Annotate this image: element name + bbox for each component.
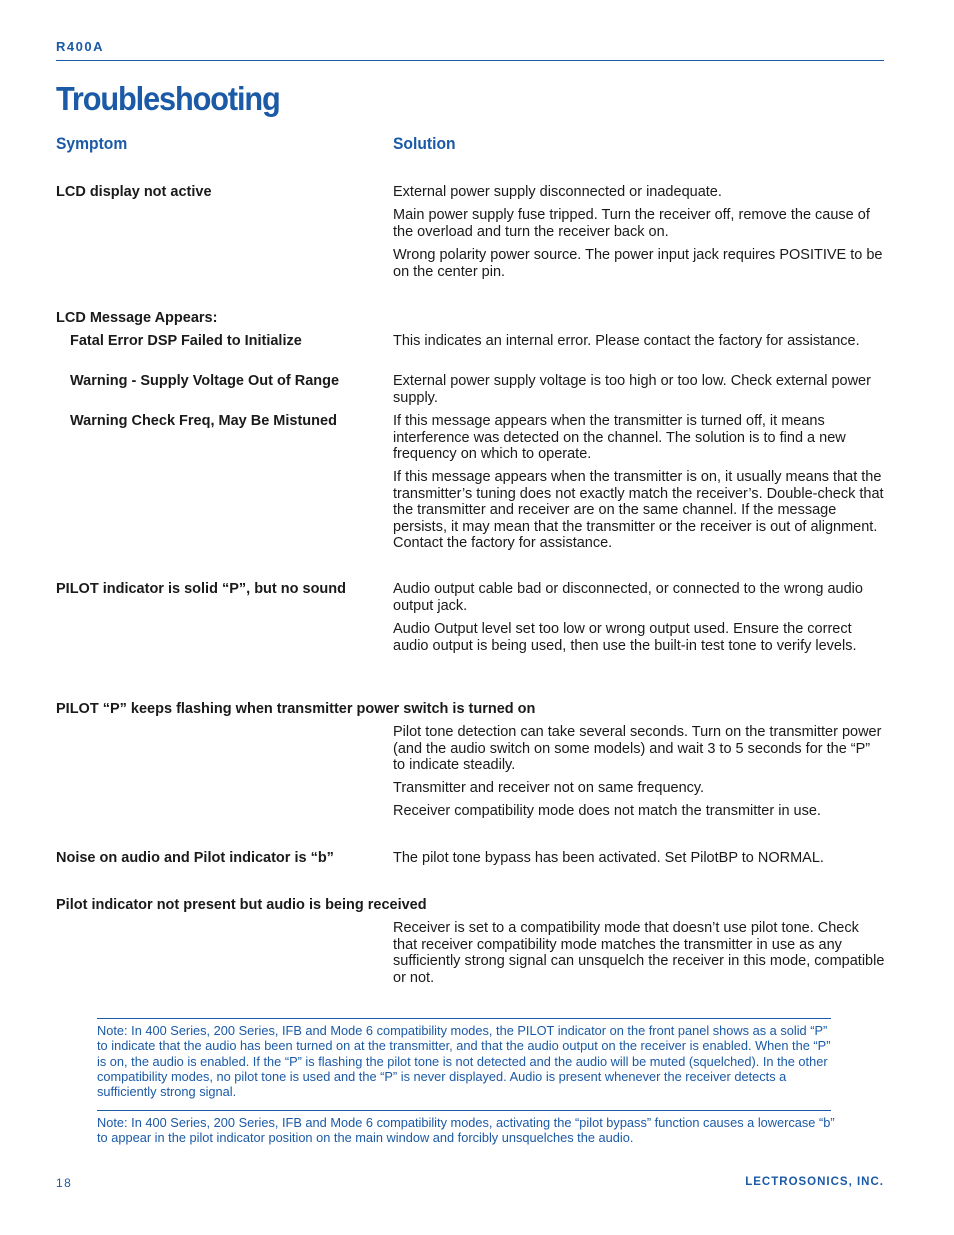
solution-text: Receiver compatibility mode does not match the transmitter in use.	[393, 803, 821, 819]
symptom-pilot-flashing: PILOT “P” keeps flashing when transmitter power switch is turned on	[56, 701, 536, 717]
solution-text: Transmitter and receiver not on same frequency.	[393, 780, 705, 796]
header-rule	[56, 60, 884, 61]
solution-text: Receiver is set to a compatibility mode that doesn’t use pilot tone. Check that receiver compatibility mode matches the transmitter in use as any sufficiently strong signal can unsquelch the receiver in this mode, compatible or not.	[393, 920, 885, 986]
symptom-lcd-message-heading: LCD Message Appears:	[56, 310, 218, 326]
solution-text: Main power supply fuse tripped. Turn the receiver off, remove the cause of the overload and turn the receiver back on.	[393, 207, 870, 240]
solution-text: The pilot tone bypass has been activated. Set PilotBP to NORMAL.	[393, 850, 824, 866]
solution-text: Audio output cable bad or disconnected, or connected to the wrong audio output jack.	[393, 581, 863, 614]
page-number: 18	[56, 1176, 73, 1190]
symptom-column-header: Symptom	[56, 134, 128, 153]
solution-column-header: Solution	[393, 134, 456, 153]
note-label: Note:	[97, 1023, 128, 1038]
symptom-supply-voltage: Warning - Supply Voltage Out of Range	[70, 373, 340, 389]
solution-text: Wrong polarity power source. The power input jack requires POSITIVE to be on the center pin.	[393, 247, 883, 280]
note-text: In 400 Series, 200 Series, IFB and Mode 6 compatibility modes, activating the “pilot bypass” function causes a lowercase “b” to appear in the pilot indicator position on the main window and forcibly unsquelches the audio.	[97, 1115, 835, 1146]
solution-text: If this message appears when the transmitter is on, it usually means that the transmitter’s tuning does not exactly match the receiver’s. Double-check that the transmitter and receiver are on the same channel. If the message persists, it may mean that the transmitter or the receiver is out of alignment. Contact the factory for assistance.	[393, 469, 884, 552]
symptom-pilot-solid-no-sound: PILOT indicator is solid “P”, but no sound	[56, 581, 346, 597]
note-rule	[97, 1018, 831, 1019]
symptom-check-freq: Warning Check Freq, May Be Mistuned	[70, 413, 337, 429]
page-title: Troubleshooting	[56, 80, 280, 117]
solution-text: Pilot tone detection can take several seconds. Turn on the transmitter power (and the audio switch on some models) and wait 3 to 5 seconds for the “P” to indicate steadily.	[393, 724, 882, 774]
company-name: LECTROSONICS, INC.	[745, 1176, 884, 1188]
note-text: In 400 Series, 200 Series, IFB and Mode 6 compatibility modes, the PILOT indicator on the front panel shows as a solid “P” to indicate that the audio has been turned on at the transmitter, and that the audio output on the receiver is enabled. When the “P” is on, the audio is enabled. If the “P” is flashing the pilot tone is not detected and the audio will be muted (squelched). In the other compatibility modes, no pilot tone is used and the “P” is never displayed. Audio is present whenever the receiver detects a sufficiently strong signal.	[97, 1023, 831, 1100]
symptom-fatal-error: Fatal Error DSP Failed to Initialize	[70, 333, 302, 349]
symptom-noise-pilot-b: Noise on audio and Pilot indicator is “b”	[56, 850, 334, 866]
model-name: R400A	[56, 39, 104, 54]
solution-text: If this message appears when the transmitter is turned off, it means interference was detected on the channel. The solution is to find a new frequency on which to operate.	[393, 413, 846, 463]
solution-text: This indicates an internal error. Please contact the factory for assistance.	[393, 333, 860, 349]
symptom-lcd-not-active: LCD display not active	[56, 184, 212, 200]
note-rule	[97, 1110, 831, 1111]
note-pilot-bypass	[97, 1115, 837, 1146]
note-label: Note:	[97, 1115, 128, 1130]
symptom-pilot-not-present: Pilot indicator not present but audio is being received	[56, 897, 427, 913]
solution-text: Audio Output level set too low or wrong output used. Ensure the correct audio output is being used, then use the built-in test tone to verify levels.	[393, 621, 857, 654]
solution-text: External power supply voltage is too high or too low. Check external power supply.	[393, 373, 871, 406]
note-pilot-indicator	[97, 1023, 837, 1099]
solution-text: External power supply disconnected or inadequate.	[393, 184, 722, 200]
